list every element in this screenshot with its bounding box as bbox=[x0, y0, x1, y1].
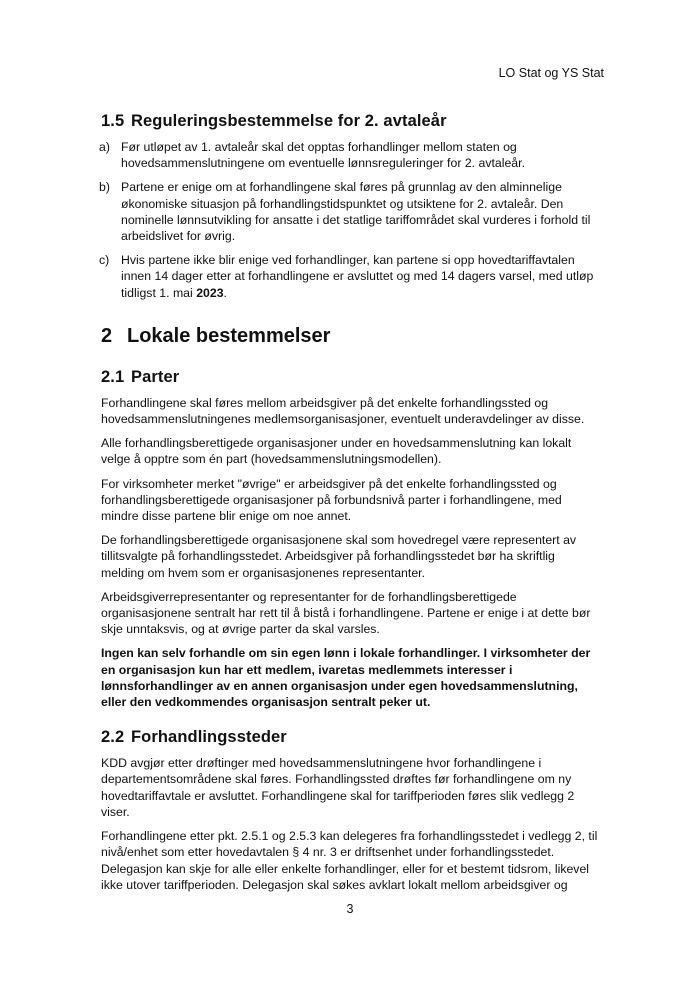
page-number: 3 bbox=[346, 902, 354, 916]
section-2-1-number: 2.1 bbox=[101, 367, 125, 386]
section-1-5-title: Reguleringsbestemmelse for 2. avtaleår bbox=[131, 112, 447, 130]
list-item-text: Hvis partene ikke blir enige ved forhandlinger, kan partene si opp hovedtariffavtalen innen 14 dager etter at forhandlingene er avsluttet og med 14 dagers varsel, med utløp tidligst 1. mai bbox=[121, 253, 594, 300]
list-item-text: Partene er enige om at forhandlingene skal føres på grunnlag av den alminnelige økonomiske situasjon på forhandlingstidspunktet og utsiktene for 2. avtaleår. Den nominelle lønnsutvikling for ansatte i det statlige tariffområdet skal vurderes i forhold til arbeidslivet for øvrig. bbox=[121, 180, 591, 244]
section-1-5-number: 1.5 bbox=[101, 112, 125, 130]
paragraph: De forhandlingsberettigede organisasjonene skal som hovedregel være representert av tillitsvalgte på forhandlingsstedet. Arbeidsgiver på forhandlingsstedet bør ha skriftlig melding om hvem som er organisasjonenes representanter. bbox=[101, 533, 577, 580]
list-item-text-end: . bbox=[223, 285, 227, 300]
list-marker: c) bbox=[99, 253, 110, 268]
list-item-year: 2023 bbox=[196, 285, 224, 300]
paragraph: Forhandlingene skal føres mellom arbeidsgiver på det enkelte forhandlingssted og hovedsammenslutningenes medlemsorganisasjoner, eventuelt underavdelinger av disse. bbox=[101, 395, 585, 427]
page-content bbox=[101, 112, 601, 901]
list-marker: a) bbox=[99, 140, 110, 154]
header-org: LO Stat og YS Stat bbox=[498, 66, 604, 80]
section-2-title: Lokale bestemmelser bbox=[127, 324, 331, 347]
paragraph: Alle forhandlingsberettigede organisasjoner under en hovedsammenslutning kan lokalt velge å opptre som én part (hovedsammenslutningsmodellen). bbox=[101, 436, 572, 467]
bold-paragraph: Ingen kan selv forhandle om sin egen lønn i lokale forhandlinger. I virksomheter der en organisasjon kun har ett medlem, ivaretas medlemmets interesser i lønnsforhandlinger av en annen organisasjon under egen hovedsammenslutning, eller den vedkommendes organisasjon sentralt peker ut. bbox=[101, 646, 591, 710]
paragraph: Forhandlingene etter pkt. 2.5.1 og 2.5.3 kan delegeres fra forhandlingsstedet i vedlegg 2, til nivå/enhet som etter hovedavtalen § 4 nr. 3 er driftsenhet under forhandlingsstedet. Delegasjon kan skje for alle eller enkelte forhandlinger, eller for et bestemt tidsrom, likevel ikke utover tariffperioden. Delegasjon skal søkes avklart lokalt mellom arbeidsgiver og bbox=[101, 829, 598, 892]
list-marker: b) bbox=[99, 180, 110, 195]
section-1-5-list bbox=[99, 139, 601, 301]
section-2-heading bbox=[101, 325, 601, 348]
section-2-1-title: Parter bbox=[131, 367, 180, 386]
section-2-1-heading bbox=[101, 368, 601, 387]
list-item-a bbox=[99, 139, 601, 171]
section-1-5-heading bbox=[101, 112, 601, 131]
section-2-2-heading bbox=[101, 728, 601, 747]
list-item-b bbox=[99, 179, 601, 244]
section-2-2-title: Forhandlingssteder bbox=[131, 728, 287, 747]
list-item-c bbox=[99, 252, 601, 301]
paragraph: Arbeidsgiverrepresentanter og representanter for de forhandlingsberettigede organisasjonene sentralt har rett til å bistå i forhandlingene. Partene er enige i at dette bør skje unntaksvis, og at øvrige parter da skal varsles. bbox=[101, 589, 591, 637]
paragraph: KDD avgjør etter drøftinger med hovedsammenslutningene hvor forhandlingene i departementsområdene skal føres. Forhandlingssted drøftes før forhandlingene om ny hovedtariffavtale er avsluttet. Forhandlingene skal for tariffperioden føres slik vedlegg 2 viser. bbox=[101, 756, 575, 819]
list-item-text: Før utløpet av 1. avtaleår skal det opptas forhandlinger mellom staten og hovedsammenslutningene om eventuelle lønnsreguleringer for 2. avtaleår. bbox=[121, 140, 525, 171]
section-2-number: 2 bbox=[101, 324, 113, 347]
paragraph: For virksomheter merket "øvrige" er arbeidsgiver på det enkelte forhandlingssted og forhandlingsberettigede organisasjoner på forbundsnivå parter i forhandlingene, med mindre disse partene blir enige om noe annet. bbox=[101, 476, 562, 524]
section-2-2-number: 2.2 bbox=[101, 728, 125, 747]
